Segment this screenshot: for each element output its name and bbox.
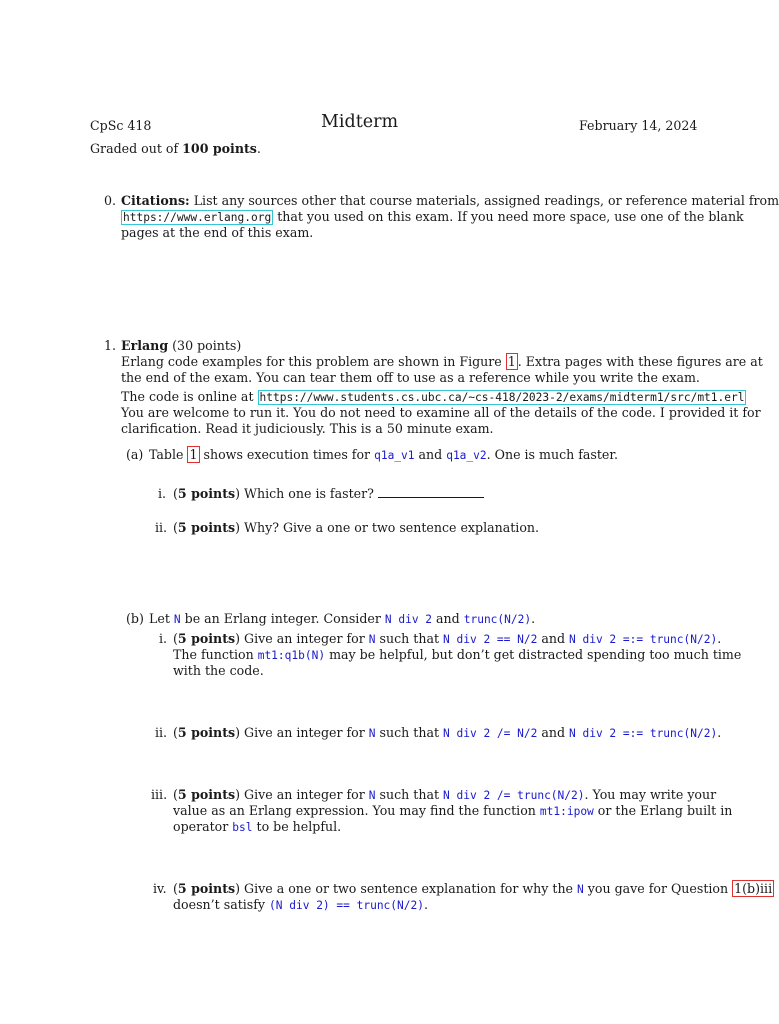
question-ref-link[interactable]: 1(b)iii — [734, 881, 773, 896]
qb-label: (b) — [126, 611, 144, 626]
qb-iv-line-2: doesn’t satisfy (N div 2) == trunc(N/2). — [173, 897, 428, 912]
qb-iii-line-3: operator bsl to be helpful. — [173, 819, 342, 834]
qb-i-label: i. — [159, 631, 168, 646]
figure-ref-link[interactable]: 1 — [507, 354, 516, 369]
qb-ii-line-1: (5 points) Give an integer for N such that N div 2 /= N/2 and N div 2 =:= trunc(N/2). — [173, 725, 722, 740]
answer-blank[interactable] — [378, 487, 484, 498]
qb-i-line-3: with the code. — [173, 663, 264, 678]
q1-p2-line-2: You are welcome to run it. You do not need to examine all of the details of the code. I provided it for — [121, 405, 761, 420]
qb-i-line-2: The function mt1:q1b(N) may be helpful, but don’t get distracted spending too much time — [173, 647, 742, 662]
q1-p1-line-2: the end of the exam. You can tear them off to use as a reference while you write the exam. — [121, 370, 700, 385]
grading-note: Graded out of 100 points. — [90, 141, 261, 156]
exam-date: February 14, 2024 — [579, 118, 698, 133]
qb-i-line-1: (5 points) Give an integer for N such that N div 2 == N/2 and N div 2 =:= trunc(N/2). — [173, 631, 722, 646]
qb-iii-line-2: value as an Erlang expression. You may find the function mt1:ipow or the Erlang built in — [173, 803, 733, 818]
course-code: CpSc 418 — [90, 118, 152, 133]
qa-ii-label: ii. — [155, 520, 168, 535]
qb-ii-label: ii. — [155, 725, 168, 740]
q1-label: Erlang — [121, 338, 169, 353]
qb-iii-label: iii. — [151, 787, 168, 802]
qb-iv-label: iv. — [153, 881, 167, 896]
qa-ii-text: (5 points) Why? Give a one or two sentence explanation. — [173, 520, 540, 535]
qb-iii-line-1: (5 points) Give an integer for N such that N div 2 /= trunc(N/2). You may write your — [173, 787, 717, 802]
q0-line-2: https://www.erlang.org that you used on this exam. If you need more space, use one of the blank — [123, 209, 744, 224]
table-ref-link[interactable]: 1 — [189, 447, 198, 462]
q1-heading: Erlang (30 points) — [121, 338, 242, 353]
q1-p2-line-3: clarification. Read it judiciously. This is a 50 minute exam. — [121, 421, 494, 436]
qb-iv-line-1: (5 points) Give a one or two sentence explanation for why the N you gave for Question 1(b)iii — [173, 881, 773, 896]
qb-text: Let N be an Erlang integer. Consider N div 2 and trunc(N/2). — [149, 611, 536, 626]
q0-label: Citations: — [121, 193, 190, 208]
q0-number: 0. — [104, 193, 117, 208]
q1-p1-line-1: Erlang code examples for this problem are shown in Figure 1 . Extra pages with these figures are at — [121, 354, 763, 369]
q1-number: 1. — [104, 338, 117, 353]
q0-line-1: Citations: List any sources other that course materials, assigned readings, or reference material from — [121, 193, 779, 208]
qa-label: (a) — [126, 447, 144, 462]
code-url-link[interactable]: https://www.students.cs.ubc.ca/~cs-418/2023-2/exams/midterm1/src/mt1.erl — [259, 391, 745, 404]
erlang-org-link[interactable]: https://www.erlang.org — [123, 211, 272, 224]
q0-line-3: pages at the end of this exam. — [121, 225, 314, 240]
q1-p2-line-1: The code is online at https://www.students.cs.ubc.ca/~cs-418/2023-2/exams/midterm1/src/mt1.erl — [121, 389, 745, 404]
qa-text: Table 1 shows execution times for q1a_v1 and q1a_v2. One is much faster. — [149, 447, 619, 462]
qa-i-label: i. — [158, 486, 167, 501]
page-title: Midterm — [321, 112, 399, 132]
qa-i-text: (5 points) Which one is faster? — [173, 486, 484, 502]
